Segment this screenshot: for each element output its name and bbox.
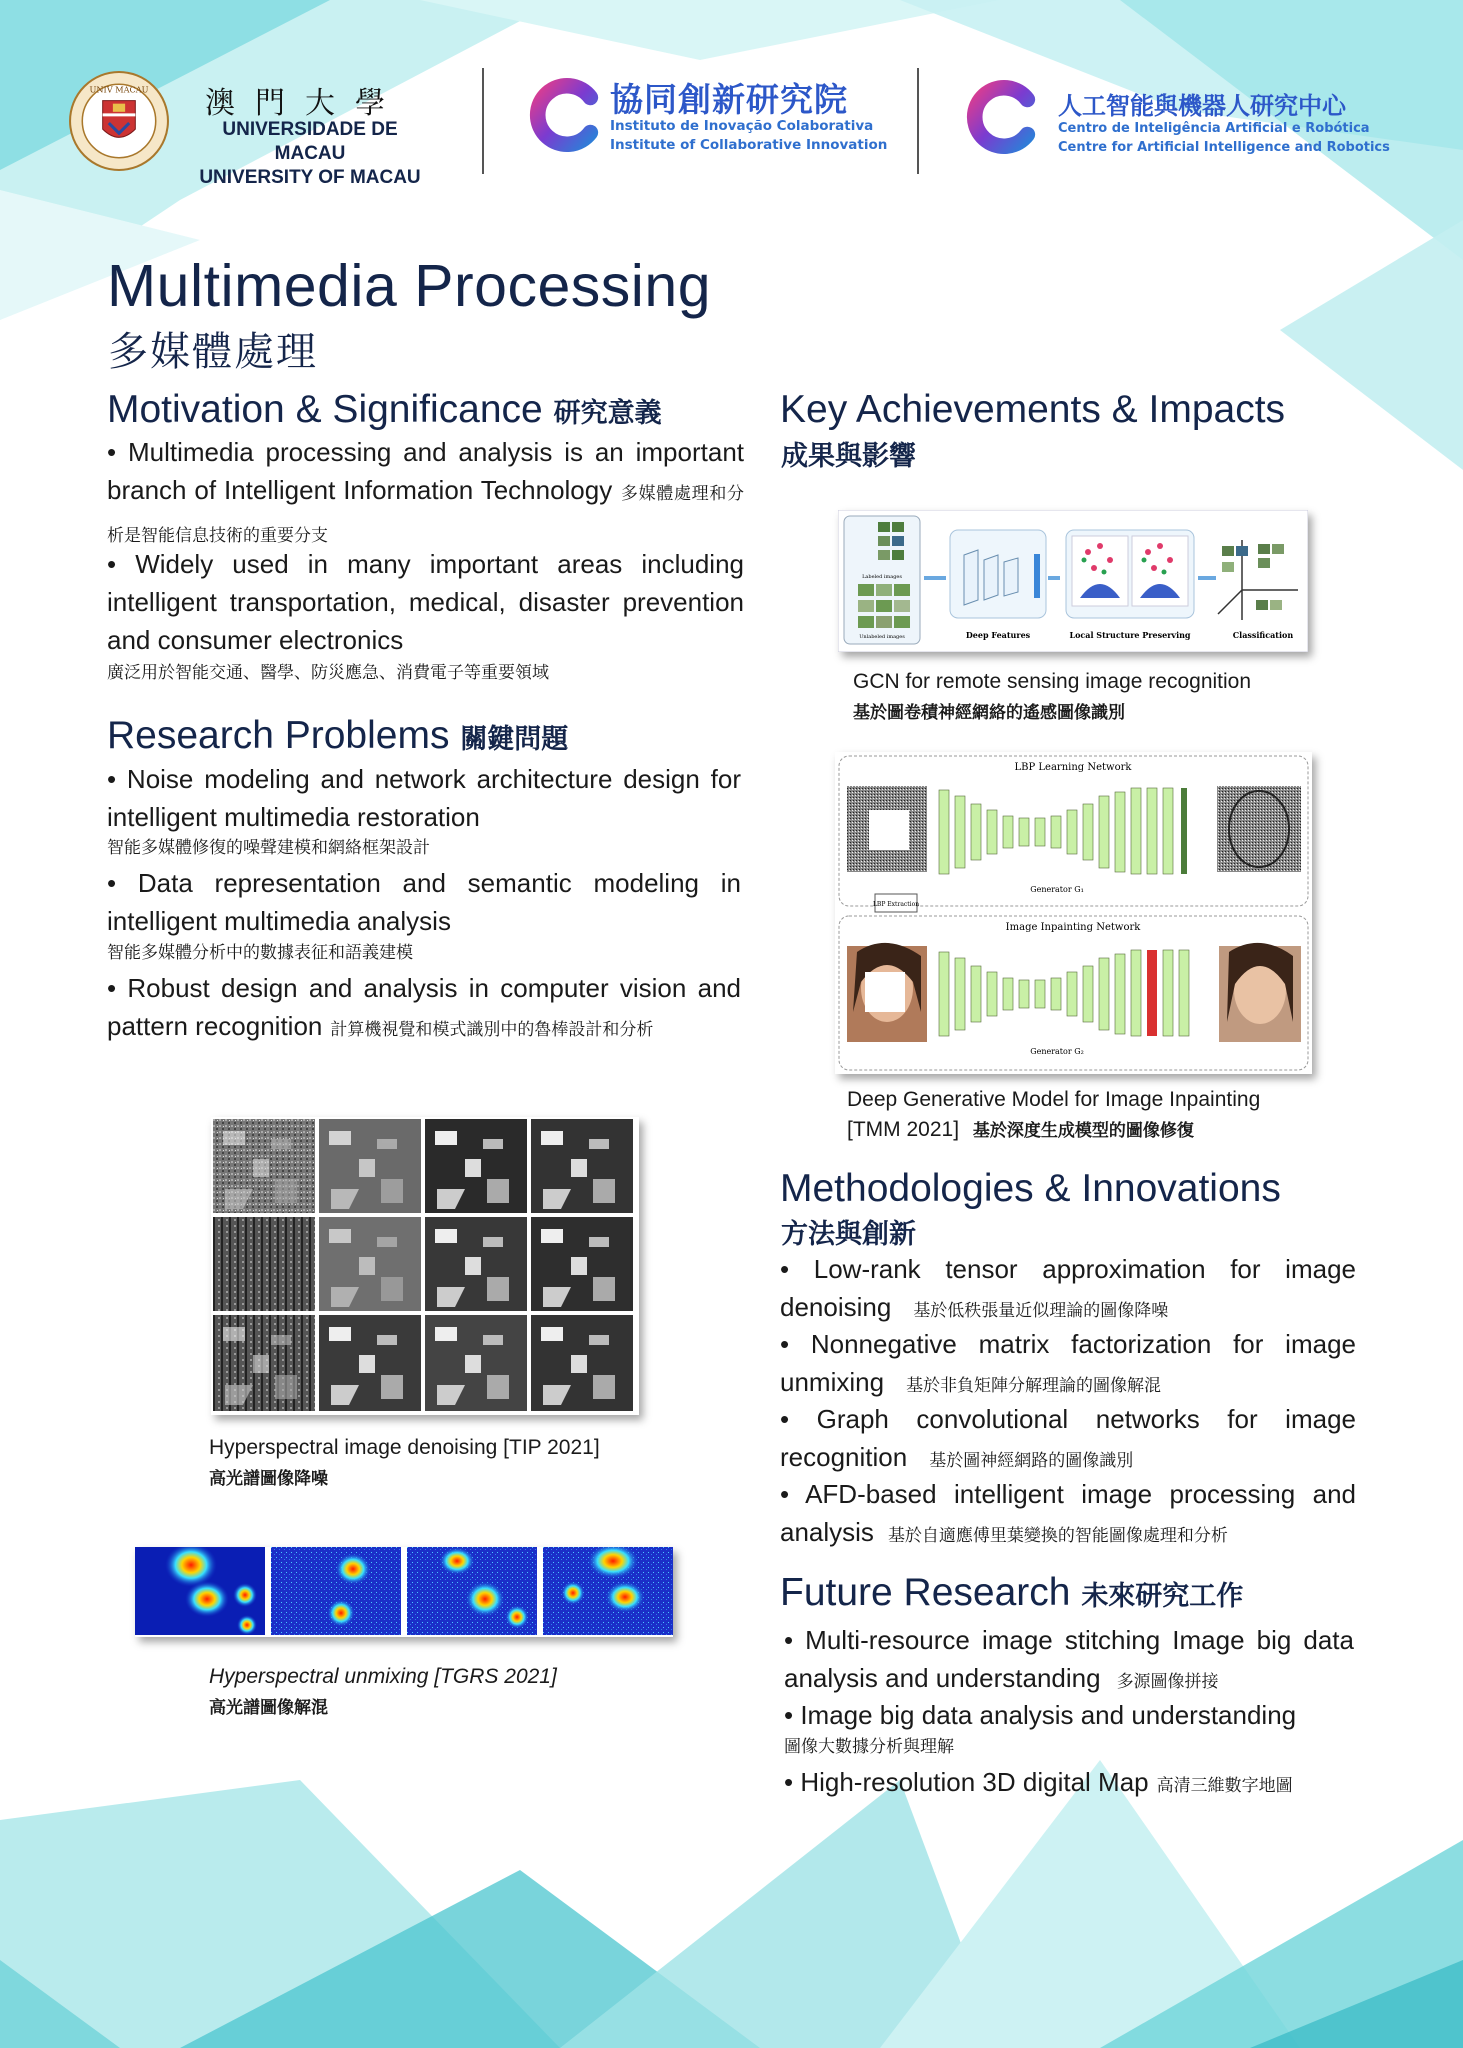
future-bullet-1-text: • Multi-resource image stitching Image big data analysis and understanding xyxy=(784,1625,1354,1693)
unmixing-figure-image xyxy=(135,1547,673,1637)
future-heading xyxy=(780,1571,1243,1619)
methods-bullet-2 xyxy=(780,1325,1356,1405)
gcn-label-cls: Classification xyxy=(1232,630,1294,640)
header-divider xyxy=(482,68,484,174)
gcn-label-deep: Deep Features xyxy=(965,630,1031,640)
future-bullet-3-text: • High-resolution 3D digital Map xyxy=(784,1767,1149,1797)
problems-bullet-1-cn: 智能多媒體修復的噪聲建模和網絡框架設計 xyxy=(107,838,430,858)
problems-heading-en: Research Problems xyxy=(107,714,450,757)
methods-bullet-2-text: • Nonnegative matrix factorization for image unmixing xyxy=(780,1329,1356,1397)
header-divider-2 xyxy=(917,68,919,174)
methods-bullet-1-cn: 基於低秩張量近似理論的圖像降噪 xyxy=(913,1301,1169,1321)
ici-logo-icon xyxy=(526,76,604,154)
future-bullet-3 xyxy=(784,1763,1354,1805)
motivation-bullet-1 xyxy=(107,433,744,555)
inpaint-label-lbp-ext: LBP Extraction xyxy=(872,901,920,908)
methods-bullet-4 xyxy=(780,1475,1356,1555)
caire-name-chinese: 人工智能與機器人研究中心 xyxy=(1058,92,1346,120)
university-name-en: UNIVERSITY OF MACAU xyxy=(199,167,421,188)
methods-bullet-3-text: • Graph convolutional networks for image recognition xyxy=(780,1404,1356,1472)
methods-heading-cn: 方法與創新 xyxy=(781,1219,916,1250)
unmixing-caption-cn: 高光譜圖像解混 xyxy=(209,1698,328,1718)
svg-text:UNIV MACAU: UNIV MACAU xyxy=(89,84,149,95)
future-bullet-2-cn: 圖像大數據分析與理解 xyxy=(784,1737,954,1757)
university-seal-icon xyxy=(68,70,170,172)
unmixing-caption: Hyperspectral unmixing [TGRS 2021] xyxy=(209,1665,557,1688)
motivation-bullet-2: • Widely used in many important areas including intelligent transportation, medical, disaster prevention and consumer electronics xyxy=(107,549,744,655)
methods-heading: Methodologies & Innovations xyxy=(780,1167,1281,1210)
problems-heading-cn: 關鍵問題 xyxy=(460,724,569,755)
problems-bullet-2-cn: 智能多媒體分析中的數據表征和語義建模 xyxy=(107,943,413,963)
inpainting-caption-cn: 基於深度生成模型的圖像修復 xyxy=(972,1121,1194,1141)
inpaint-label-gen1: Generator G₁ xyxy=(1030,885,1084,894)
university-name-english xyxy=(185,118,435,190)
future-bullet-2: • Image big data analysis and understanding xyxy=(784,1700,1297,1730)
motivation-heading-en: Motivation & Significance xyxy=(107,388,543,431)
gcn-figure-image xyxy=(838,510,1308,652)
achievements-heading-cn: 成果與影響 xyxy=(781,441,916,472)
problems-bullet-3-cn: 計算機視覺和模式識別中的魯棒設計和分析 xyxy=(330,1020,654,1040)
problems-bullet-3-text: • Robust design and analysis in computer vision and pattern recognition xyxy=(107,973,741,1041)
achievements-heading: Key Achievements & Impacts xyxy=(780,388,1286,431)
motivation-bullet-1-cn: 多媒體處理和分析是智能信息技術的重要分支 xyxy=(107,484,744,546)
methods-bullet-4-text: • AFD-based intelligent image processing and analysis xyxy=(780,1479,1356,1547)
future-bullet-3-cn: 高清三維數字地圖 xyxy=(1156,1776,1293,1796)
gcn-label-local: Local Structure Preserving xyxy=(1069,630,1191,640)
future-bullet-1 xyxy=(784,1621,1354,1701)
future-bullet-1-cn: 多源圖像拼接 xyxy=(1116,1672,1219,1692)
methods-bullet-1-text: • Low-rank tensor approximation for image denoising xyxy=(780,1254,1356,1322)
caire-logo-icon xyxy=(963,78,1041,156)
problems-bullet-3 xyxy=(107,969,741,1049)
ici-name-sub xyxy=(610,117,887,155)
methods-bullet-2-cn: 基於非負矩陣分解理論的圖像解混 xyxy=(906,1376,1162,1396)
motivation-bullet-1-text: • Multimedia processing and analysis is an important branch of Intelligent Information Technology xyxy=(107,437,744,505)
gcn-caption: GCN for remote sensing image recognition xyxy=(853,670,1252,693)
caire-name-portuguese: Centro de Inteligência Artificial e Robótica xyxy=(1058,121,1370,136)
denoising-caption: Hyperspectral image denoising [TIP 2021] xyxy=(209,1436,600,1459)
methods-bullet-1 xyxy=(780,1250,1356,1330)
motivation-bullet-2-cn: 廣泛用於智能交通、醫學、防災應急、消費電子等重要領域 xyxy=(107,663,549,683)
ici-name-english: Institute of Collaborative Innovation xyxy=(610,137,888,153)
page-title: Multimedia Processing xyxy=(107,253,712,319)
ici-name-chinese: 協同創新研究院 xyxy=(610,80,848,119)
inpainting-caption-line2 xyxy=(847,1116,1194,1144)
inpainting-caption-venue: [TMM 2021] xyxy=(847,1118,960,1141)
future-heading-cn: 未來研究工作 xyxy=(1081,1581,1244,1612)
ici-name-portuguese: Instituto de Inovação Colaborativa xyxy=(610,118,874,134)
problems-heading xyxy=(107,714,568,762)
inpaint-label-inp-net: Image Inpainting Network xyxy=(1005,922,1141,933)
denoising-figure-image xyxy=(211,1117,639,1415)
university-name-chinese: 澳門大學 xyxy=(205,86,405,121)
caire-name-sub xyxy=(1058,119,1390,157)
inpainting-caption: Deep Generative Model for Image Inpainting xyxy=(847,1088,1261,1111)
inpaint-label-lbp-net: LBP Learning Network xyxy=(1014,762,1132,773)
methods-bullet-4-cn: 基於自適應傅里葉變換的智能圖像處理和分析 xyxy=(887,1526,1228,1546)
problems-bullet-1: • Noise modeling and network architecture design for intelligent multimedia restoration xyxy=(107,764,741,832)
future-heading-en: Future Research xyxy=(780,1571,1071,1614)
university-name-portuguese: UNIVERSIDADE DE MACAU xyxy=(222,119,398,164)
motivation-heading xyxy=(107,388,662,436)
gcn-label-unlabeled: Unlabeled images xyxy=(859,634,905,640)
gcn-label-labeled: Labeled images xyxy=(862,574,902,580)
problems-bullet-2: • Data representation and semantic modeling in intelligent multimedia analysis xyxy=(107,868,741,936)
gcn-caption-cn: 基於圖卷積神經網絡的遙感圖像識別 xyxy=(853,703,1125,723)
methods-bullet-3 xyxy=(780,1400,1356,1480)
caire-name-english: Centre for Artificial Intelligence and Robotics xyxy=(1058,140,1390,155)
methods-bullet-3-cn: 基於圖神經網路的圖像識別 xyxy=(929,1451,1134,1471)
page-title-chinese: 多媒體處理 xyxy=(108,329,318,375)
denoising-caption-cn: 高光譜圖像降噪 xyxy=(209,1469,328,1489)
inpainting-figure-image xyxy=(835,752,1312,1074)
inpaint-label-gen2: Generator G₂ xyxy=(1030,1047,1084,1056)
motivation-heading-cn: 研究意義 xyxy=(553,398,662,429)
